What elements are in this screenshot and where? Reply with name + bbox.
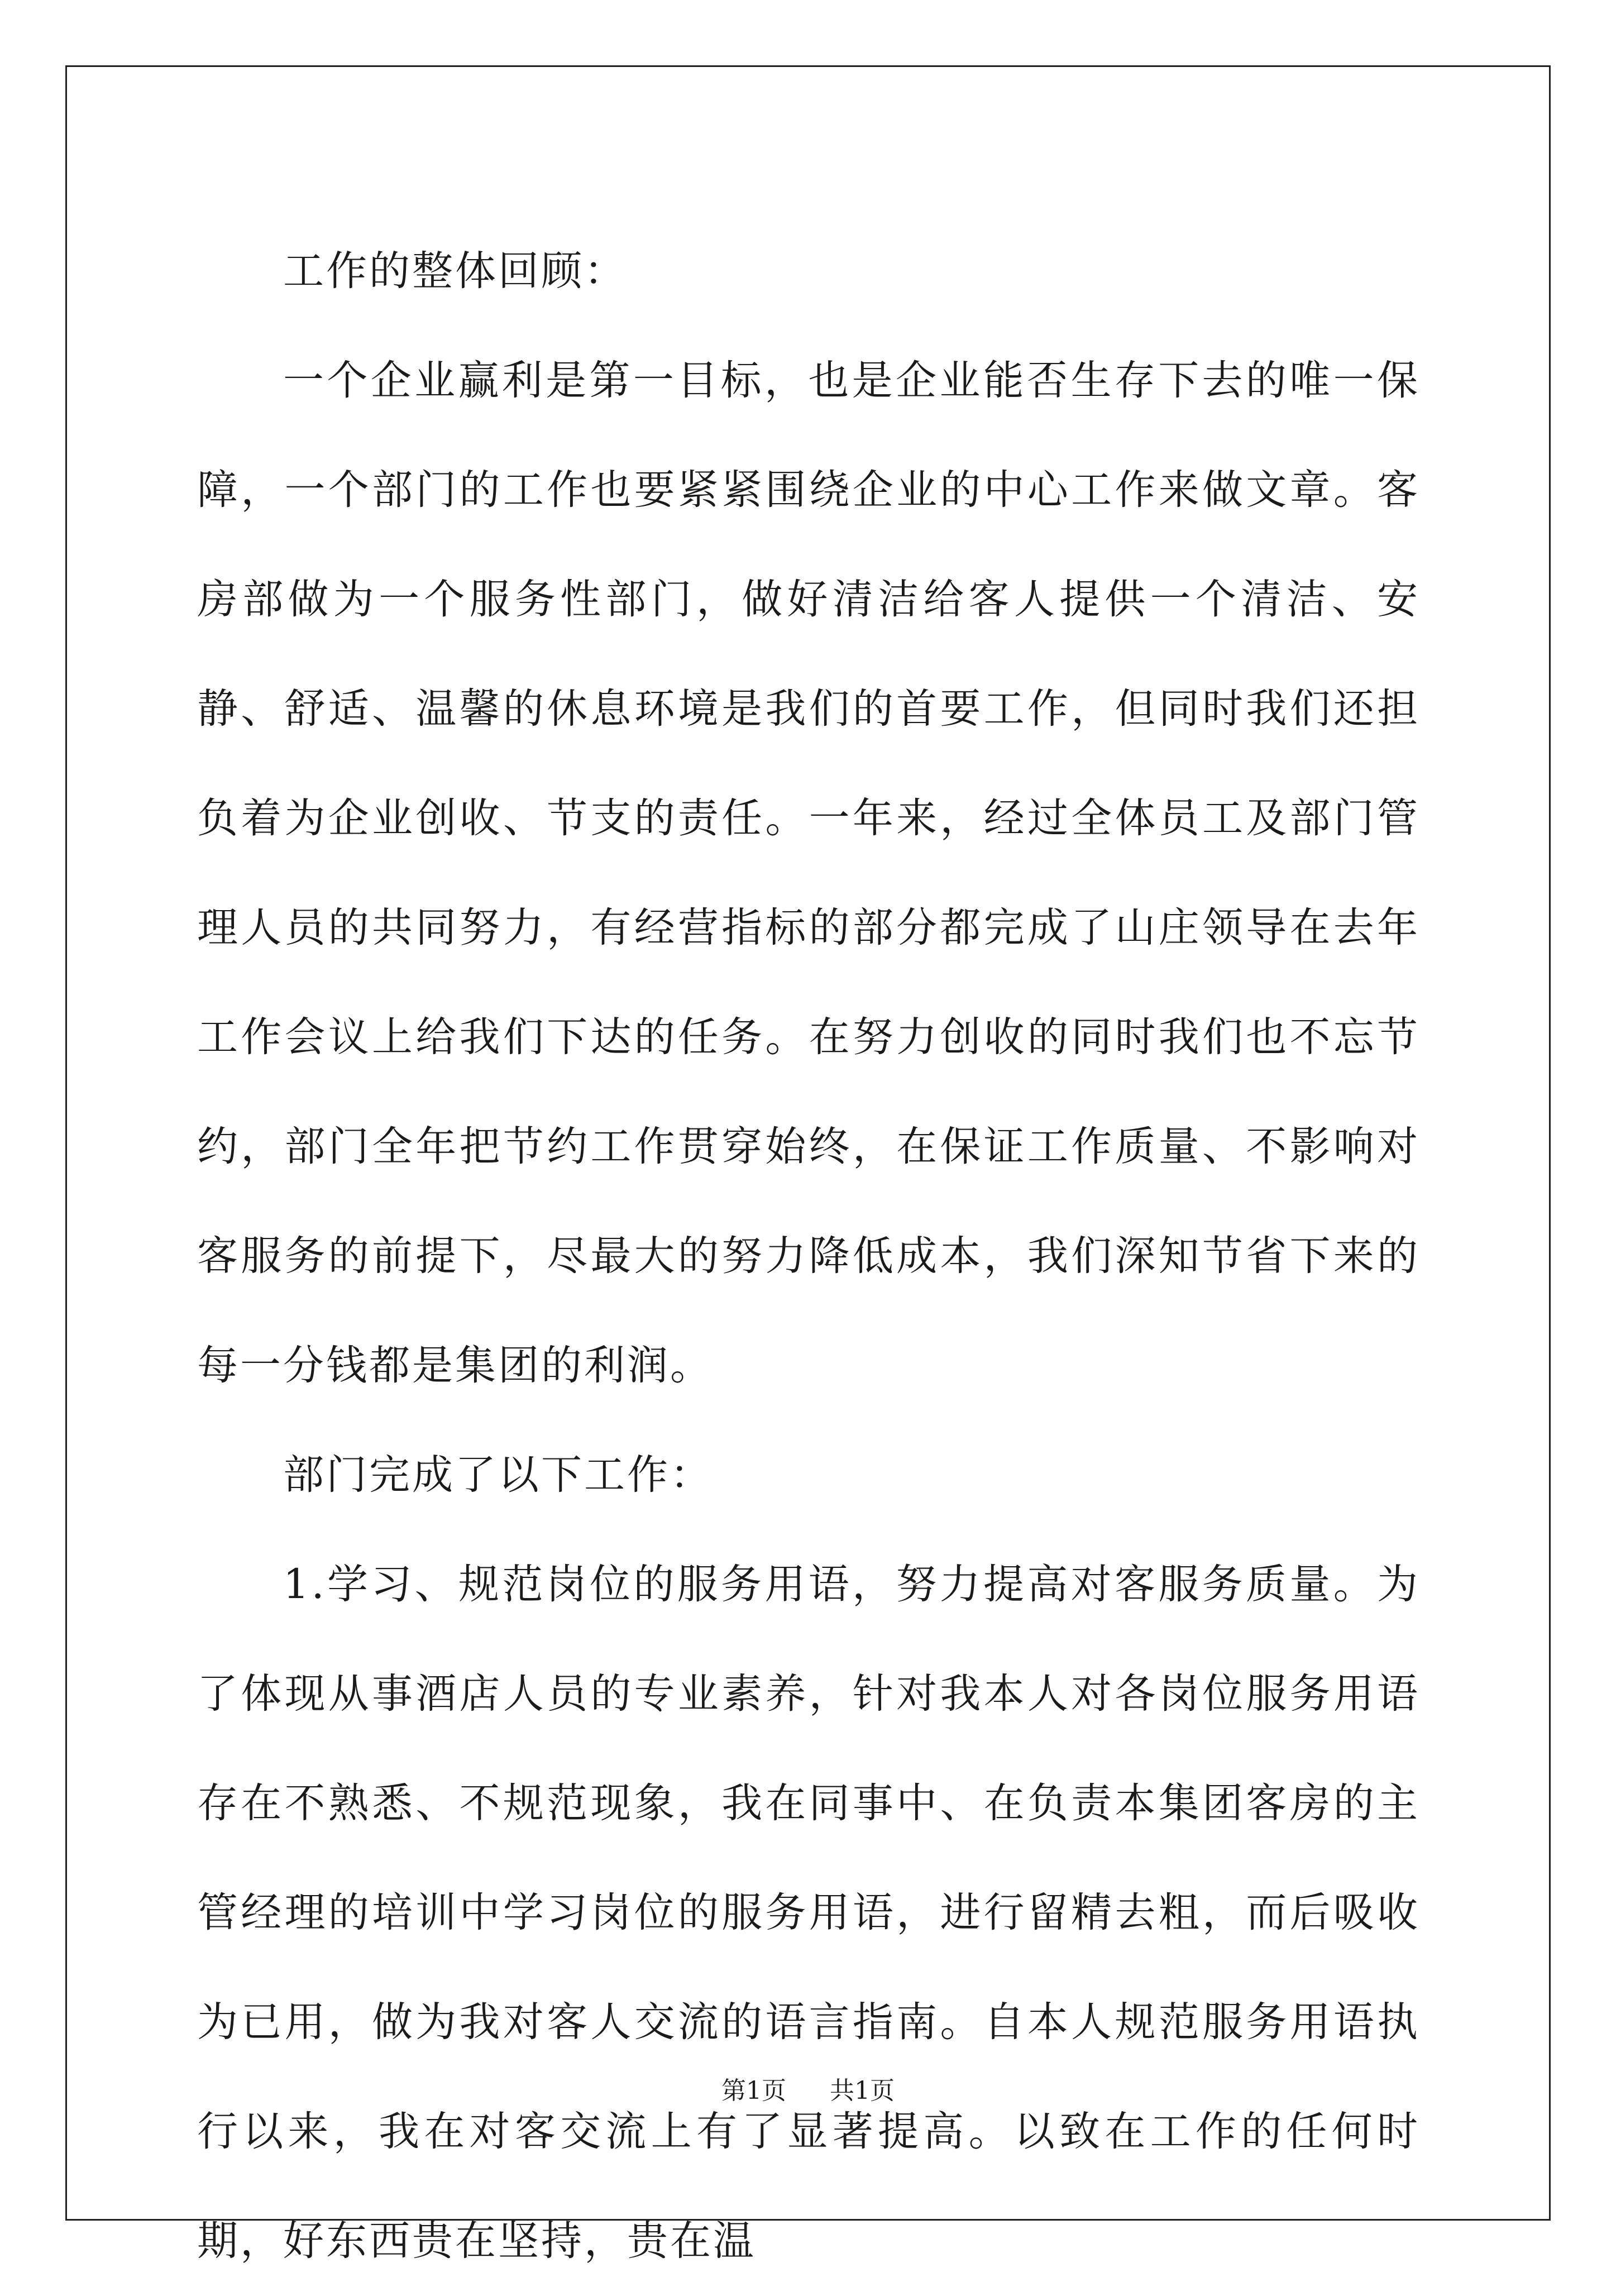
paragraph-tasks-heading: 部门完成了以下工作： xyxy=(283,1451,713,1499)
page-footer xyxy=(0,2074,1616,2108)
page-number-total: 共1页 xyxy=(830,2077,895,2105)
paragraph-overview-body: 一个企业赢利是第一目标，也是企业能否生存下去的唯一保障，一个部门的工作也要紧紧围绕企业的中心工作来做文章。客房部做为一个服务性部门，做好清洁给客人提供一个清洁、安静、舒适、温馨的休息环境是我们的首要工作，但同时我们还担负着为企业创收、节支的责任。一年来，经过全体员工及部门管理人员的共同努力，有经营指标的部分都完成了山庄领导在去年工作会议上给我们下达的任务。在努力创收的同时我们也不忘节约，部门全年把节约工作贯穿始终，在保证工作质量、不影响对客服务的前提下，尽最大的努力降低成本，我们深知节省下来的每一分钱都是集团的利润。 xyxy=(197,357,1420,1389)
page-number-current: 第1页 xyxy=(721,2077,786,2105)
document-body xyxy=(197,217,1420,2296)
paragraph-overview-heading: 工作的整体回顾： xyxy=(283,247,627,295)
paragraph-task-1: 1.学习、规范岗位的服务用语，努力提高对客服务质量。为了体现从事酒店人员的专业素养，针对我本人对各岗位服务用语存在不熟悉、不规范现象，我在同事中、在负责本集团客房的主管经理的培训中学习岗位的服务用语，进行留精去粗，而后吸收为已用，做为我对客人交流的语言指南。自本人规范服务用语执行以来，我在对客交流上有了显著提高。以致在工作的任何时期，好东西贵在坚持，贵在温 xyxy=(197,1561,1420,2265)
